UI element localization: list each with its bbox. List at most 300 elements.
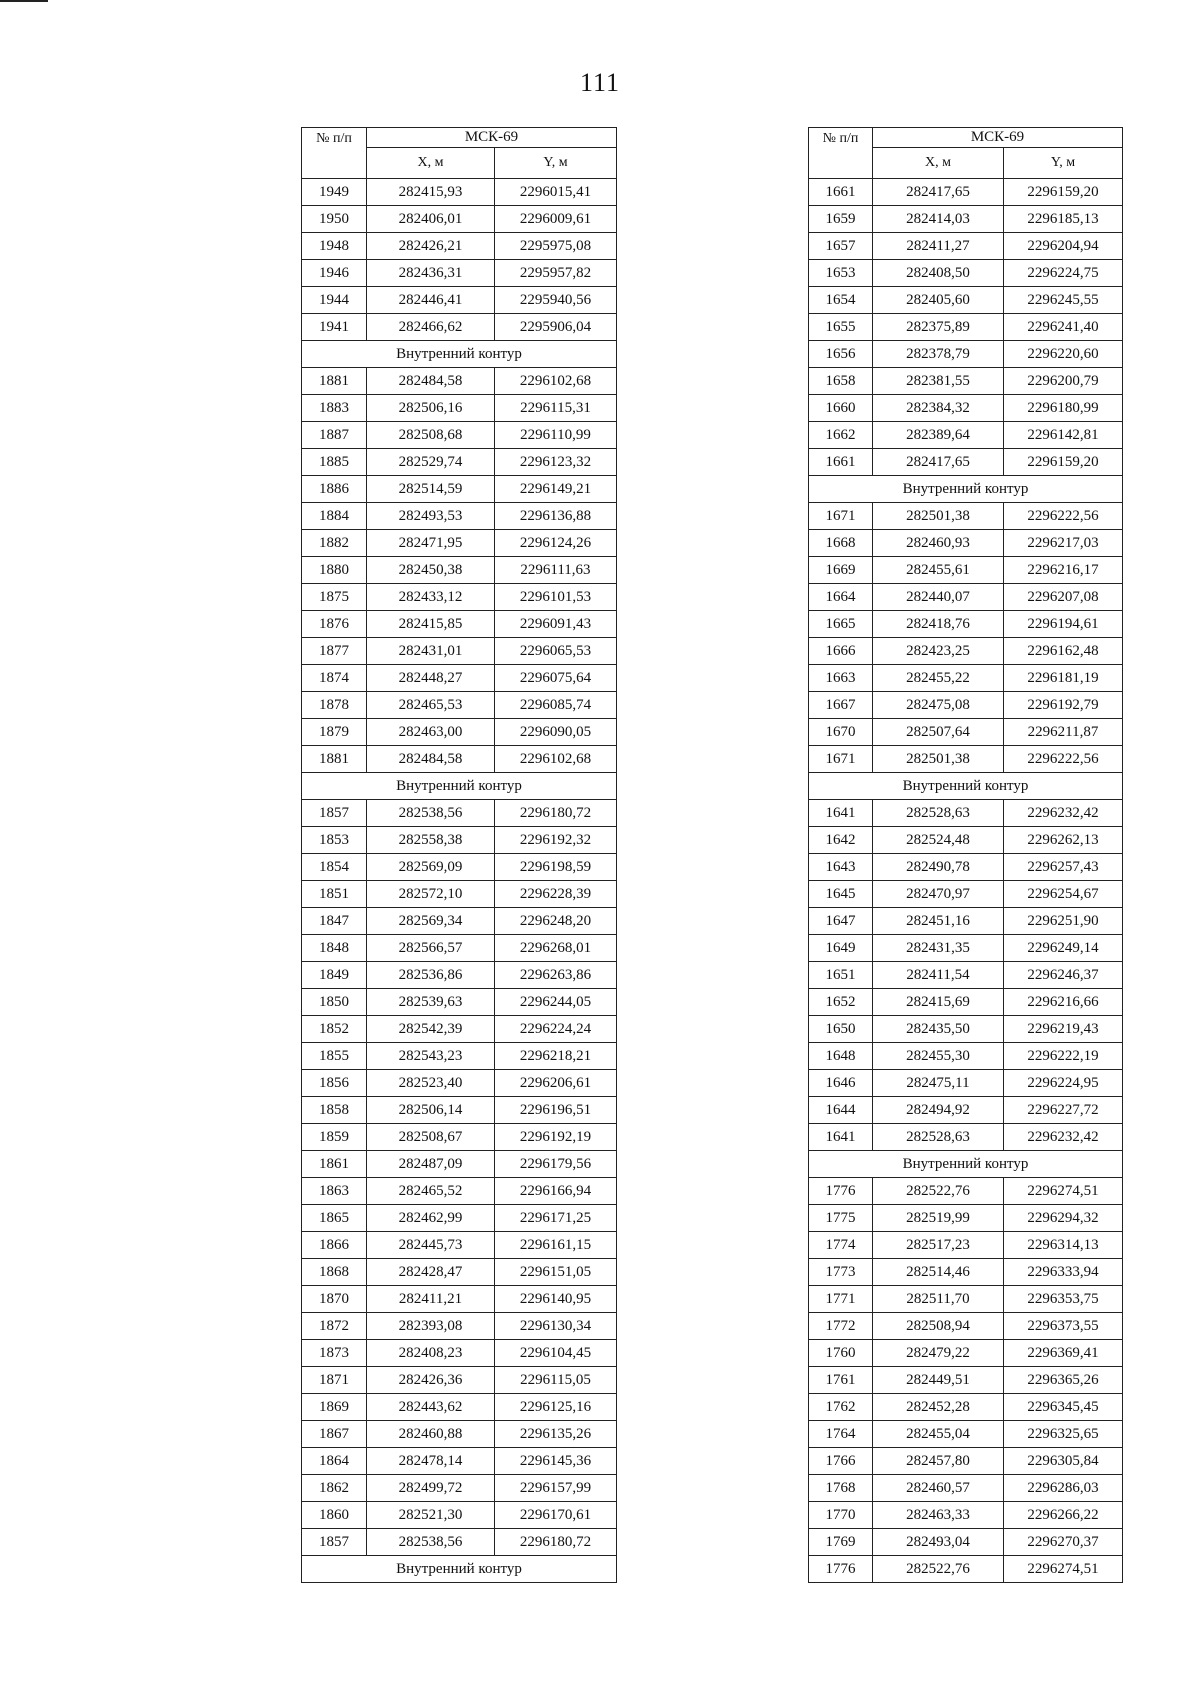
point-number-cell: 1873 bbox=[302, 1340, 367, 1367]
point-number-cell: 1657 bbox=[809, 233, 873, 260]
table-row bbox=[809, 719, 1123, 746]
point-number-cell: 1642 bbox=[809, 827, 873, 854]
x-coordinate-cell: 282479,22 bbox=[873, 1340, 1004, 1367]
point-number-cell: 1665 bbox=[809, 611, 873, 638]
x-coordinate-cell: 282446,41 bbox=[367, 287, 495, 314]
x-coordinate-cell: 282455,30 bbox=[873, 1043, 1004, 1070]
table-row bbox=[302, 368, 617, 395]
table-row bbox=[809, 287, 1123, 314]
y-coordinate-cell: 2296140,95 bbox=[495, 1286, 617, 1313]
point-number-cell: 1849 bbox=[302, 962, 367, 989]
point-number-cell: 1880 bbox=[302, 557, 367, 584]
y-coordinate-cell: 2296333,94 bbox=[1004, 1259, 1123, 1286]
y-coordinate-cell: 2296110,99 bbox=[495, 422, 617, 449]
y-coordinate-cell: 2296227,72 bbox=[1004, 1097, 1123, 1124]
y-coordinate-cell: 2296246,37 bbox=[1004, 962, 1123, 989]
table-row bbox=[302, 1340, 617, 1367]
x-coordinate-cell: 282436,31 bbox=[367, 260, 495, 287]
point-number-cell: 1772 bbox=[809, 1313, 873, 1340]
x-coordinate-cell: 282463,00 bbox=[367, 719, 495, 746]
y-coordinate-cell: 2296305,84 bbox=[1004, 1448, 1123, 1475]
table-row bbox=[809, 854, 1123, 881]
y-coordinate-cell: 2296179,56 bbox=[495, 1151, 617, 1178]
table-row bbox=[302, 476, 617, 503]
y-coordinate-cell: 2296228,39 bbox=[495, 881, 617, 908]
table-row bbox=[809, 206, 1123, 233]
table-row bbox=[809, 962, 1123, 989]
point-number-cell: 1654 bbox=[809, 287, 873, 314]
x-coordinate-cell: 282443,62 bbox=[367, 1394, 495, 1421]
x-coordinate-cell: 282455,04 bbox=[873, 1421, 1004, 1448]
y-coordinate-cell: 2296268,01 bbox=[495, 935, 617, 962]
x-coordinate-cell: 282384,32 bbox=[873, 395, 1004, 422]
table-row bbox=[809, 1016, 1123, 1043]
table-row bbox=[302, 962, 617, 989]
table-row bbox=[809, 935, 1123, 962]
table-row bbox=[302, 1421, 617, 1448]
x-coordinate-cell: 282417,65 bbox=[873, 179, 1004, 206]
point-number-cell: 1852 bbox=[302, 1016, 367, 1043]
y-coordinate-cell: 2296170,61 bbox=[495, 1502, 617, 1529]
point-number-cell: 1768 bbox=[809, 1475, 873, 1502]
table-row bbox=[302, 1259, 617, 1286]
section-row bbox=[302, 1556, 617, 1583]
x-coordinate-cell: 282457,80 bbox=[873, 1448, 1004, 1475]
point-number-cell: 1878 bbox=[302, 692, 367, 719]
point-number-cell: 1867 bbox=[302, 1421, 367, 1448]
x-coordinate-cell: 282445,73 bbox=[367, 1232, 495, 1259]
x-coordinate-cell: 282490,78 bbox=[873, 854, 1004, 881]
table-row bbox=[809, 746, 1123, 773]
table-row bbox=[809, 1097, 1123, 1124]
y-coordinate-cell: 2295957,82 bbox=[495, 260, 617, 287]
y-coordinate-cell: 2296111,63 bbox=[495, 557, 617, 584]
y-coordinate-cell: 2296115,05 bbox=[495, 1367, 617, 1394]
table-row bbox=[302, 854, 617, 881]
table-row bbox=[302, 935, 617, 962]
y-coordinate-cell: 2296286,03 bbox=[1004, 1475, 1123, 1502]
y-coordinate-cell: 2296232,42 bbox=[1004, 1124, 1123, 1151]
section-row bbox=[302, 773, 617, 800]
point-number-cell: 1655 bbox=[809, 314, 873, 341]
y-coordinate-cell: 2296369,41 bbox=[1004, 1340, 1123, 1367]
point-number-cell: 1869 bbox=[302, 1394, 367, 1421]
x-coordinate-cell: 282528,63 bbox=[873, 800, 1004, 827]
x-coordinate-cell: 282423,25 bbox=[873, 638, 1004, 665]
point-number-cell: 1848 bbox=[302, 935, 367, 962]
table-row bbox=[809, 260, 1123, 287]
table-row bbox=[302, 1124, 617, 1151]
point-number-cell: 1671 bbox=[809, 746, 873, 773]
x-coordinate-cell: 282508,68 bbox=[367, 422, 495, 449]
header-coordinate-system: МСК-69 bbox=[367, 128, 617, 148]
point-number-cell: 1870 bbox=[302, 1286, 367, 1313]
y-coordinate-cell: 2296101,53 bbox=[495, 584, 617, 611]
table-row bbox=[302, 1016, 617, 1043]
table-row bbox=[809, 1124, 1123, 1151]
table-row bbox=[302, 746, 617, 773]
x-coordinate-cell: 282435,50 bbox=[873, 1016, 1004, 1043]
point-number-cell: 1668 bbox=[809, 530, 873, 557]
table-row bbox=[809, 530, 1123, 557]
y-coordinate-cell: 2296149,21 bbox=[495, 476, 617, 503]
x-coordinate-cell: 282465,52 bbox=[367, 1178, 495, 1205]
x-coordinate-cell: 282462,99 bbox=[367, 1205, 495, 1232]
x-coordinate-cell: 282524,48 bbox=[873, 827, 1004, 854]
header-x: X, м bbox=[873, 148, 1004, 179]
y-coordinate-cell: 2296180,72 bbox=[495, 1529, 617, 1556]
x-coordinate-cell: 282529,74 bbox=[367, 449, 495, 476]
table-row bbox=[302, 989, 617, 1016]
point-number-cell: 1856 bbox=[302, 1070, 367, 1097]
point-number-cell: 1879 bbox=[302, 719, 367, 746]
x-coordinate-cell: 282418,76 bbox=[873, 611, 1004, 638]
table-row bbox=[809, 1556, 1123, 1583]
y-coordinate-cell: 2296159,20 bbox=[1004, 179, 1123, 206]
x-coordinate-cell: 282499,72 bbox=[367, 1475, 495, 1502]
x-coordinate-cell: 282460,93 bbox=[873, 530, 1004, 557]
x-coordinate-cell: 282381,55 bbox=[873, 368, 1004, 395]
y-coordinate-cell: 2296218,21 bbox=[495, 1043, 617, 1070]
table-row bbox=[302, 908, 617, 935]
table-row bbox=[809, 1232, 1123, 1259]
table-row bbox=[809, 1475, 1123, 1502]
x-coordinate-cell: 282466,62 bbox=[367, 314, 495, 341]
x-coordinate-cell: 282511,70 bbox=[873, 1286, 1004, 1313]
point-number-cell: 1658 bbox=[809, 368, 873, 395]
x-coordinate-cell: 282415,93 bbox=[367, 179, 495, 206]
y-coordinate-cell: 2296185,13 bbox=[1004, 206, 1123, 233]
y-coordinate-cell: 2296222,56 bbox=[1004, 746, 1123, 773]
point-number-cell: 1874 bbox=[302, 665, 367, 692]
table-row bbox=[809, 557, 1123, 584]
table-row bbox=[809, 1367, 1123, 1394]
table-row bbox=[302, 287, 617, 314]
point-number-cell: 1660 bbox=[809, 395, 873, 422]
point-number-cell: 1850 bbox=[302, 989, 367, 1016]
point-number-cell: 1866 bbox=[302, 1232, 367, 1259]
point-number-cell: 1868 bbox=[302, 1259, 367, 1286]
point-number-cell: 1667 bbox=[809, 692, 873, 719]
y-coordinate-cell: 2296115,31 bbox=[495, 395, 617, 422]
y-coordinate-cell: 2296262,13 bbox=[1004, 827, 1123, 854]
point-number-cell: 1875 bbox=[302, 584, 367, 611]
point-number-cell: 1662 bbox=[809, 422, 873, 449]
x-coordinate-cell: 282375,89 bbox=[873, 314, 1004, 341]
y-coordinate-cell: 2296075,64 bbox=[495, 665, 617, 692]
y-coordinate-cell: 2296244,05 bbox=[495, 989, 617, 1016]
x-coordinate-cell: 282470,97 bbox=[873, 881, 1004, 908]
y-coordinate-cell: 2296373,55 bbox=[1004, 1313, 1123, 1340]
x-coordinate-cell: 282501,38 bbox=[873, 746, 1004, 773]
y-coordinate-cell: 2296142,81 bbox=[1004, 422, 1123, 449]
table-row bbox=[302, 638, 617, 665]
x-coordinate-cell: 282460,57 bbox=[873, 1475, 1004, 1502]
point-number-cell: 1761 bbox=[809, 1367, 873, 1394]
point-number-cell: 1884 bbox=[302, 503, 367, 530]
y-coordinate-cell: 2296274,51 bbox=[1004, 1178, 1123, 1205]
point-number-cell: 1648 bbox=[809, 1043, 873, 1070]
table-row bbox=[809, 611, 1123, 638]
point-number-cell: 1762 bbox=[809, 1394, 873, 1421]
point-number-cell: 1769 bbox=[809, 1529, 873, 1556]
section-label: Внутренний контур bbox=[302, 341, 617, 368]
table-row bbox=[302, 1367, 617, 1394]
y-coordinate-cell: 2296251,90 bbox=[1004, 908, 1123, 935]
table-row bbox=[302, 179, 617, 206]
point-number-cell: 1776 bbox=[809, 1178, 873, 1205]
table-row bbox=[809, 1421, 1123, 1448]
y-coordinate-cell: 2296180,72 bbox=[495, 800, 617, 827]
point-number-cell: 1858 bbox=[302, 1097, 367, 1124]
point-number-cell: 1659 bbox=[809, 206, 873, 233]
table-row bbox=[809, 692, 1123, 719]
point-number-cell: 1877 bbox=[302, 638, 367, 665]
x-coordinate-cell: 282475,08 bbox=[873, 692, 1004, 719]
table-row bbox=[302, 530, 617, 557]
x-coordinate-cell: 282455,22 bbox=[873, 665, 1004, 692]
x-coordinate-cell: 282426,36 bbox=[367, 1367, 495, 1394]
x-coordinate-cell: 282542,39 bbox=[367, 1016, 495, 1043]
table-row bbox=[809, 881, 1123, 908]
y-coordinate-cell: 2296104,45 bbox=[495, 1340, 617, 1367]
table-row bbox=[809, 989, 1123, 1016]
point-number-cell: 1646 bbox=[809, 1070, 873, 1097]
point-number-cell: 1876 bbox=[302, 611, 367, 638]
table-header bbox=[809, 128, 1123, 179]
x-coordinate-cell: 282538,56 bbox=[367, 1529, 495, 1556]
y-coordinate-cell: 2296192,32 bbox=[495, 827, 617, 854]
coordinates-table-right bbox=[808, 127, 1123, 1583]
point-number-cell: 1774 bbox=[809, 1232, 873, 1259]
table-row bbox=[809, 800, 1123, 827]
x-coordinate-cell: 282414,03 bbox=[873, 206, 1004, 233]
point-number-cell: 1881 bbox=[302, 368, 367, 395]
x-coordinate-cell: 282440,07 bbox=[873, 584, 1004, 611]
point-number-cell: 1944 bbox=[302, 287, 367, 314]
table-row bbox=[809, 1394, 1123, 1421]
x-coordinate-cell: 282431,01 bbox=[367, 638, 495, 665]
table-row bbox=[302, 557, 617, 584]
point-number-cell: 1863 bbox=[302, 1178, 367, 1205]
x-coordinate-cell: 282522,76 bbox=[873, 1556, 1004, 1583]
point-number-cell: 1664 bbox=[809, 584, 873, 611]
table-row bbox=[809, 1205, 1123, 1232]
table-row bbox=[809, 1313, 1123, 1340]
point-number-cell: 1949 bbox=[302, 179, 367, 206]
point-number-cell: 1764 bbox=[809, 1421, 873, 1448]
point-number-cell: 1760 bbox=[809, 1340, 873, 1367]
x-coordinate-cell: 282569,09 bbox=[367, 854, 495, 881]
x-coordinate-cell: 282539,63 bbox=[367, 989, 495, 1016]
table-row bbox=[809, 1286, 1123, 1313]
point-number-cell: 1666 bbox=[809, 638, 873, 665]
table-row bbox=[302, 611, 617, 638]
section-label: Внутренний контур bbox=[809, 476, 1123, 503]
table-row bbox=[809, 422, 1123, 449]
x-coordinate-cell: 282411,21 bbox=[367, 1286, 495, 1313]
y-coordinate-cell: 2296090,05 bbox=[495, 719, 617, 746]
x-coordinate-cell: 282448,27 bbox=[367, 665, 495, 692]
point-number-cell: 1881 bbox=[302, 746, 367, 773]
table-row bbox=[302, 1232, 617, 1259]
y-coordinate-cell: 2296248,20 bbox=[495, 908, 617, 935]
y-coordinate-cell: 2295940,56 bbox=[495, 287, 617, 314]
point-number-cell: 1855 bbox=[302, 1043, 367, 1070]
x-coordinate-cell: 282415,85 bbox=[367, 611, 495, 638]
point-number-cell: 1766 bbox=[809, 1448, 873, 1475]
y-coordinate-cell: 2296219,43 bbox=[1004, 1016, 1123, 1043]
x-coordinate-cell: 282506,14 bbox=[367, 1097, 495, 1124]
table-row bbox=[302, 1151, 617, 1178]
y-coordinate-cell: 2296123,32 bbox=[495, 449, 617, 476]
x-coordinate-cell: 282465,53 bbox=[367, 692, 495, 719]
table-row bbox=[809, 1529, 1123, 1556]
point-number-cell: 1652 bbox=[809, 989, 873, 1016]
point-number-cell: 1770 bbox=[809, 1502, 873, 1529]
x-coordinate-cell: 282406,01 bbox=[367, 206, 495, 233]
y-coordinate-cell: 2296135,26 bbox=[495, 1421, 617, 1448]
y-coordinate-cell: 2296353,75 bbox=[1004, 1286, 1123, 1313]
y-coordinate-cell: 2296009,61 bbox=[495, 206, 617, 233]
x-coordinate-cell: 282463,33 bbox=[873, 1502, 1004, 1529]
x-coordinate-cell: 282566,57 bbox=[367, 935, 495, 962]
table-row bbox=[809, 1340, 1123, 1367]
y-coordinate-cell: 2296157,99 bbox=[495, 1475, 617, 1502]
x-coordinate-cell: 282572,10 bbox=[367, 881, 495, 908]
point-number-cell: 1641 bbox=[809, 1124, 873, 1151]
x-coordinate-cell: 282433,12 bbox=[367, 584, 495, 611]
point-number-cell: 1872 bbox=[302, 1313, 367, 1340]
x-coordinate-cell: 282393,08 bbox=[367, 1313, 495, 1340]
y-coordinate-cell: 2296192,19 bbox=[495, 1124, 617, 1151]
table-row bbox=[809, 179, 1123, 206]
table-row bbox=[809, 584, 1123, 611]
y-coordinate-cell: 2296166,94 bbox=[495, 1178, 617, 1205]
y-coordinate-cell: 2296194,61 bbox=[1004, 611, 1123, 638]
table-row bbox=[302, 719, 617, 746]
table-row bbox=[302, 881, 617, 908]
point-number-cell: 1647 bbox=[809, 908, 873, 935]
y-coordinate-cell: 2296196,51 bbox=[495, 1097, 617, 1124]
point-number-cell: 1886 bbox=[302, 476, 367, 503]
x-coordinate-cell: 282451,16 bbox=[873, 908, 1004, 935]
point-number-cell: 1862 bbox=[302, 1475, 367, 1502]
y-coordinate-cell: 2296266,22 bbox=[1004, 1502, 1123, 1529]
point-number-cell: 1847 bbox=[302, 908, 367, 935]
y-coordinate-cell: 2296125,16 bbox=[495, 1394, 617, 1421]
x-coordinate-cell: 282514,59 bbox=[367, 476, 495, 503]
table-row bbox=[302, 1475, 617, 1502]
table-row bbox=[302, 1043, 617, 1070]
point-number-cell: 1641 bbox=[809, 800, 873, 827]
x-coordinate-cell: 282543,23 bbox=[367, 1043, 495, 1070]
y-coordinate-cell: 2296102,68 bbox=[495, 368, 617, 395]
point-number-cell: 1860 bbox=[302, 1502, 367, 1529]
table-row bbox=[302, 584, 617, 611]
y-coordinate-cell: 2296204,94 bbox=[1004, 233, 1123, 260]
y-coordinate-cell: 2296216,17 bbox=[1004, 557, 1123, 584]
point-number-cell: 1771 bbox=[809, 1286, 873, 1313]
point-number-cell: 1885 bbox=[302, 449, 367, 476]
y-coordinate-cell: 2296222,56 bbox=[1004, 503, 1123, 530]
point-number-cell: 1643 bbox=[809, 854, 873, 881]
table-row bbox=[809, 1070, 1123, 1097]
y-coordinate-cell: 2296198,59 bbox=[495, 854, 617, 881]
x-coordinate-cell: 282478,14 bbox=[367, 1448, 495, 1475]
y-coordinate-cell: 2296065,53 bbox=[495, 638, 617, 665]
point-number-cell: 1669 bbox=[809, 557, 873, 584]
table-row bbox=[809, 908, 1123, 935]
x-coordinate-cell: 282452,28 bbox=[873, 1394, 1004, 1421]
x-coordinate-cell: 282523,40 bbox=[367, 1070, 495, 1097]
x-coordinate-cell: 282494,92 bbox=[873, 1097, 1004, 1124]
x-coordinate-cell: 282536,86 bbox=[367, 962, 495, 989]
x-coordinate-cell: 282411,54 bbox=[873, 962, 1004, 989]
table-row bbox=[302, 665, 617, 692]
x-coordinate-cell: 282558,38 bbox=[367, 827, 495, 854]
table-row bbox=[809, 1448, 1123, 1475]
point-number-cell: 1853 bbox=[302, 827, 367, 854]
header-y: Y, м bbox=[1004, 148, 1123, 179]
table-row bbox=[302, 1286, 617, 1313]
section-label: Внутренний контур bbox=[809, 1151, 1123, 1178]
x-coordinate-cell: 282528,63 bbox=[873, 1124, 1004, 1151]
point-number-cell: 1653 bbox=[809, 260, 873, 287]
point-number-cell: 1857 bbox=[302, 1529, 367, 1556]
x-coordinate-cell: 282408,50 bbox=[873, 260, 1004, 287]
section-row bbox=[809, 773, 1123, 800]
y-coordinate-cell: 2296015,41 bbox=[495, 179, 617, 206]
point-number-cell: 1671 bbox=[809, 503, 873, 530]
x-coordinate-cell: 282411,27 bbox=[873, 233, 1004, 260]
y-coordinate-cell: 2296241,40 bbox=[1004, 314, 1123, 341]
x-coordinate-cell: 282389,64 bbox=[873, 422, 1004, 449]
y-coordinate-cell: 2296159,20 bbox=[1004, 449, 1123, 476]
point-number-cell: 1887 bbox=[302, 422, 367, 449]
table-row bbox=[809, 827, 1123, 854]
y-coordinate-cell: 2296224,95 bbox=[1004, 1070, 1123, 1097]
table-row bbox=[302, 260, 617, 287]
table-row bbox=[302, 503, 617, 530]
y-coordinate-cell: 2296192,79 bbox=[1004, 692, 1123, 719]
table-row bbox=[809, 638, 1123, 665]
table-row bbox=[809, 449, 1123, 476]
table-row bbox=[809, 233, 1123, 260]
y-coordinate-cell: 2296102,68 bbox=[495, 746, 617, 773]
y-coordinate-cell: 2296217,03 bbox=[1004, 530, 1123, 557]
x-coordinate-cell: 282484,58 bbox=[367, 746, 495, 773]
y-coordinate-cell: 2296232,42 bbox=[1004, 800, 1123, 827]
y-coordinate-cell: 2296220,60 bbox=[1004, 341, 1123, 368]
point-number-cell: 1883 bbox=[302, 395, 367, 422]
y-coordinate-cell: 2296200,79 bbox=[1004, 368, 1123, 395]
table-row bbox=[302, 314, 617, 341]
point-number-cell: 1864 bbox=[302, 1448, 367, 1475]
section-row bbox=[809, 1151, 1123, 1178]
x-coordinate-cell: 282569,34 bbox=[367, 908, 495, 935]
x-coordinate-cell: 282475,11 bbox=[873, 1070, 1004, 1097]
x-coordinate-cell: 282501,38 bbox=[873, 503, 1004, 530]
x-coordinate-cell: 282431,35 bbox=[873, 935, 1004, 962]
header-y: Y, м bbox=[495, 148, 617, 179]
section-row bbox=[302, 341, 617, 368]
y-coordinate-cell: 2296180,99 bbox=[1004, 395, 1123, 422]
table-row bbox=[809, 1043, 1123, 1070]
point-number-cell: 1865 bbox=[302, 1205, 367, 1232]
y-coordinate-cell: 2296181,19 bbox=[1004, 665, 1123, 692]
y-coordinate-cell: 2296162,48 bbox=[1004, 638, 1123, 665]
